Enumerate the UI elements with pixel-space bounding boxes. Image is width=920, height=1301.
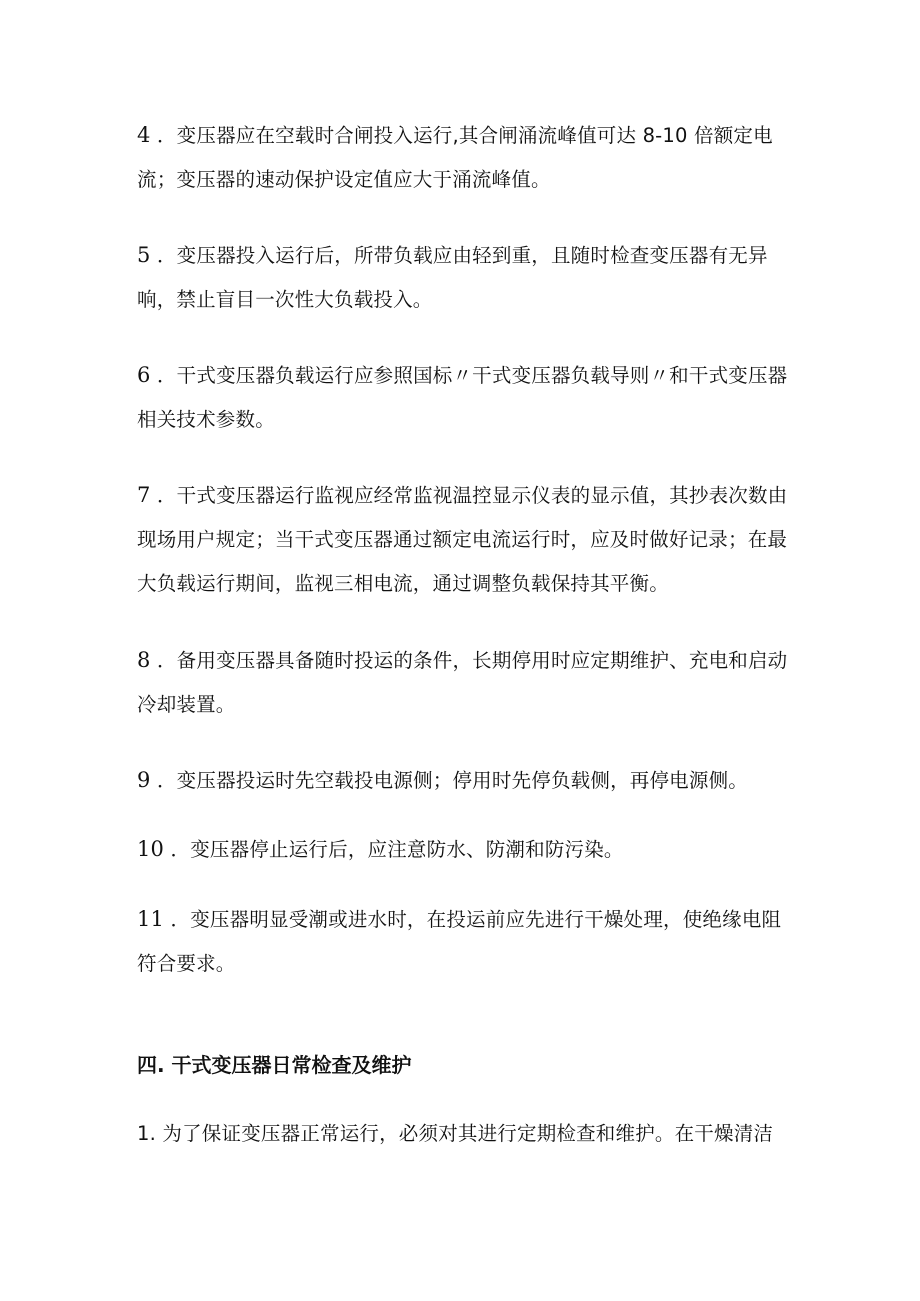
list-item-10 [137, 827, 789, 872]
list-item-8 [137, 638, 789, 727]
paragraph-1: 1. 为了保证变压器正常运行，必须对其进行定期检查和维护。在干燥清洁 [137, 1122, 774, 1145]
item-text: ．变压器投入运行后，所带负载应由轻到重，且随时检查变压器有无异响，禁止盲目一次性大负载投入。 [137, 244, 768, 311]
item-number: 9 [137, 768, 151, 792]
item-number: 6 [137, 363, 151, 387]
item-text: ．干式变压器负载运行应参照国标〃干式变压器负载导则〃和干式变压器相关技术参数。 [137, 364, 788, 431]
item-number: 8 [137, 648, 151, 672]
item-text: ．变压器应在空载时合闸投入运行,其合闸涌流峰值可达 8-10 倍额定电流；变压器的速动保护设定值应大于涌流峰值。 [137, 124, 773, 191]
item-text: ．变压器明显受潮或进水时，在投运前应先进行干燥处理，使绝缘电阻符合要求。 [137, 908, 782, 975]
item-text: ．干式变压器运行监视应经常监视温控显示仪表的显示值，其抄表次数由现场用户规定；当干式变压器通过额定电流运行时，应及时做好记录；在最大负载运行期间，监视三相电流，通过调整负载保持其平衡。 [137, 484, 788, 595]
item-text: ．变压器停止运行后，应注意防水、防潮和防污染。 [170, 838, 624, 861]
item-number: 7 [137, 483, 151, 507]
list-item-9 [137, 758, 789, 803]
list-item-4 [137, 113, 789, 202]
list-item-11 [137, 897, 789, 986]
list-item-5 [137, 233, 789, 322]
item-number: 10 [137, 837, 165, 861]
item-number: 5 [137, 243, 151, 267]
section-heading: 四. 干式变压器日常检查及维护 [137, 1053, 412, 1077]
item-text: ．备用变压器具备随时投运的条件，长期停用时应定期维护、充电和启动冷却装置。 [137, 649, 788, 716]
list-item-6 [137, 353, 789, 442]
item-number: 11 [137, 907, 165, 931]
item-number: 4 [137, 123, 151, 147]
list-item-7 [137, 473, 789, 606]
item-text: ．变压器投运时先空载投电源侧；停用时先停负载侧，再停电源侧。 [156, 769, 748, 792]
